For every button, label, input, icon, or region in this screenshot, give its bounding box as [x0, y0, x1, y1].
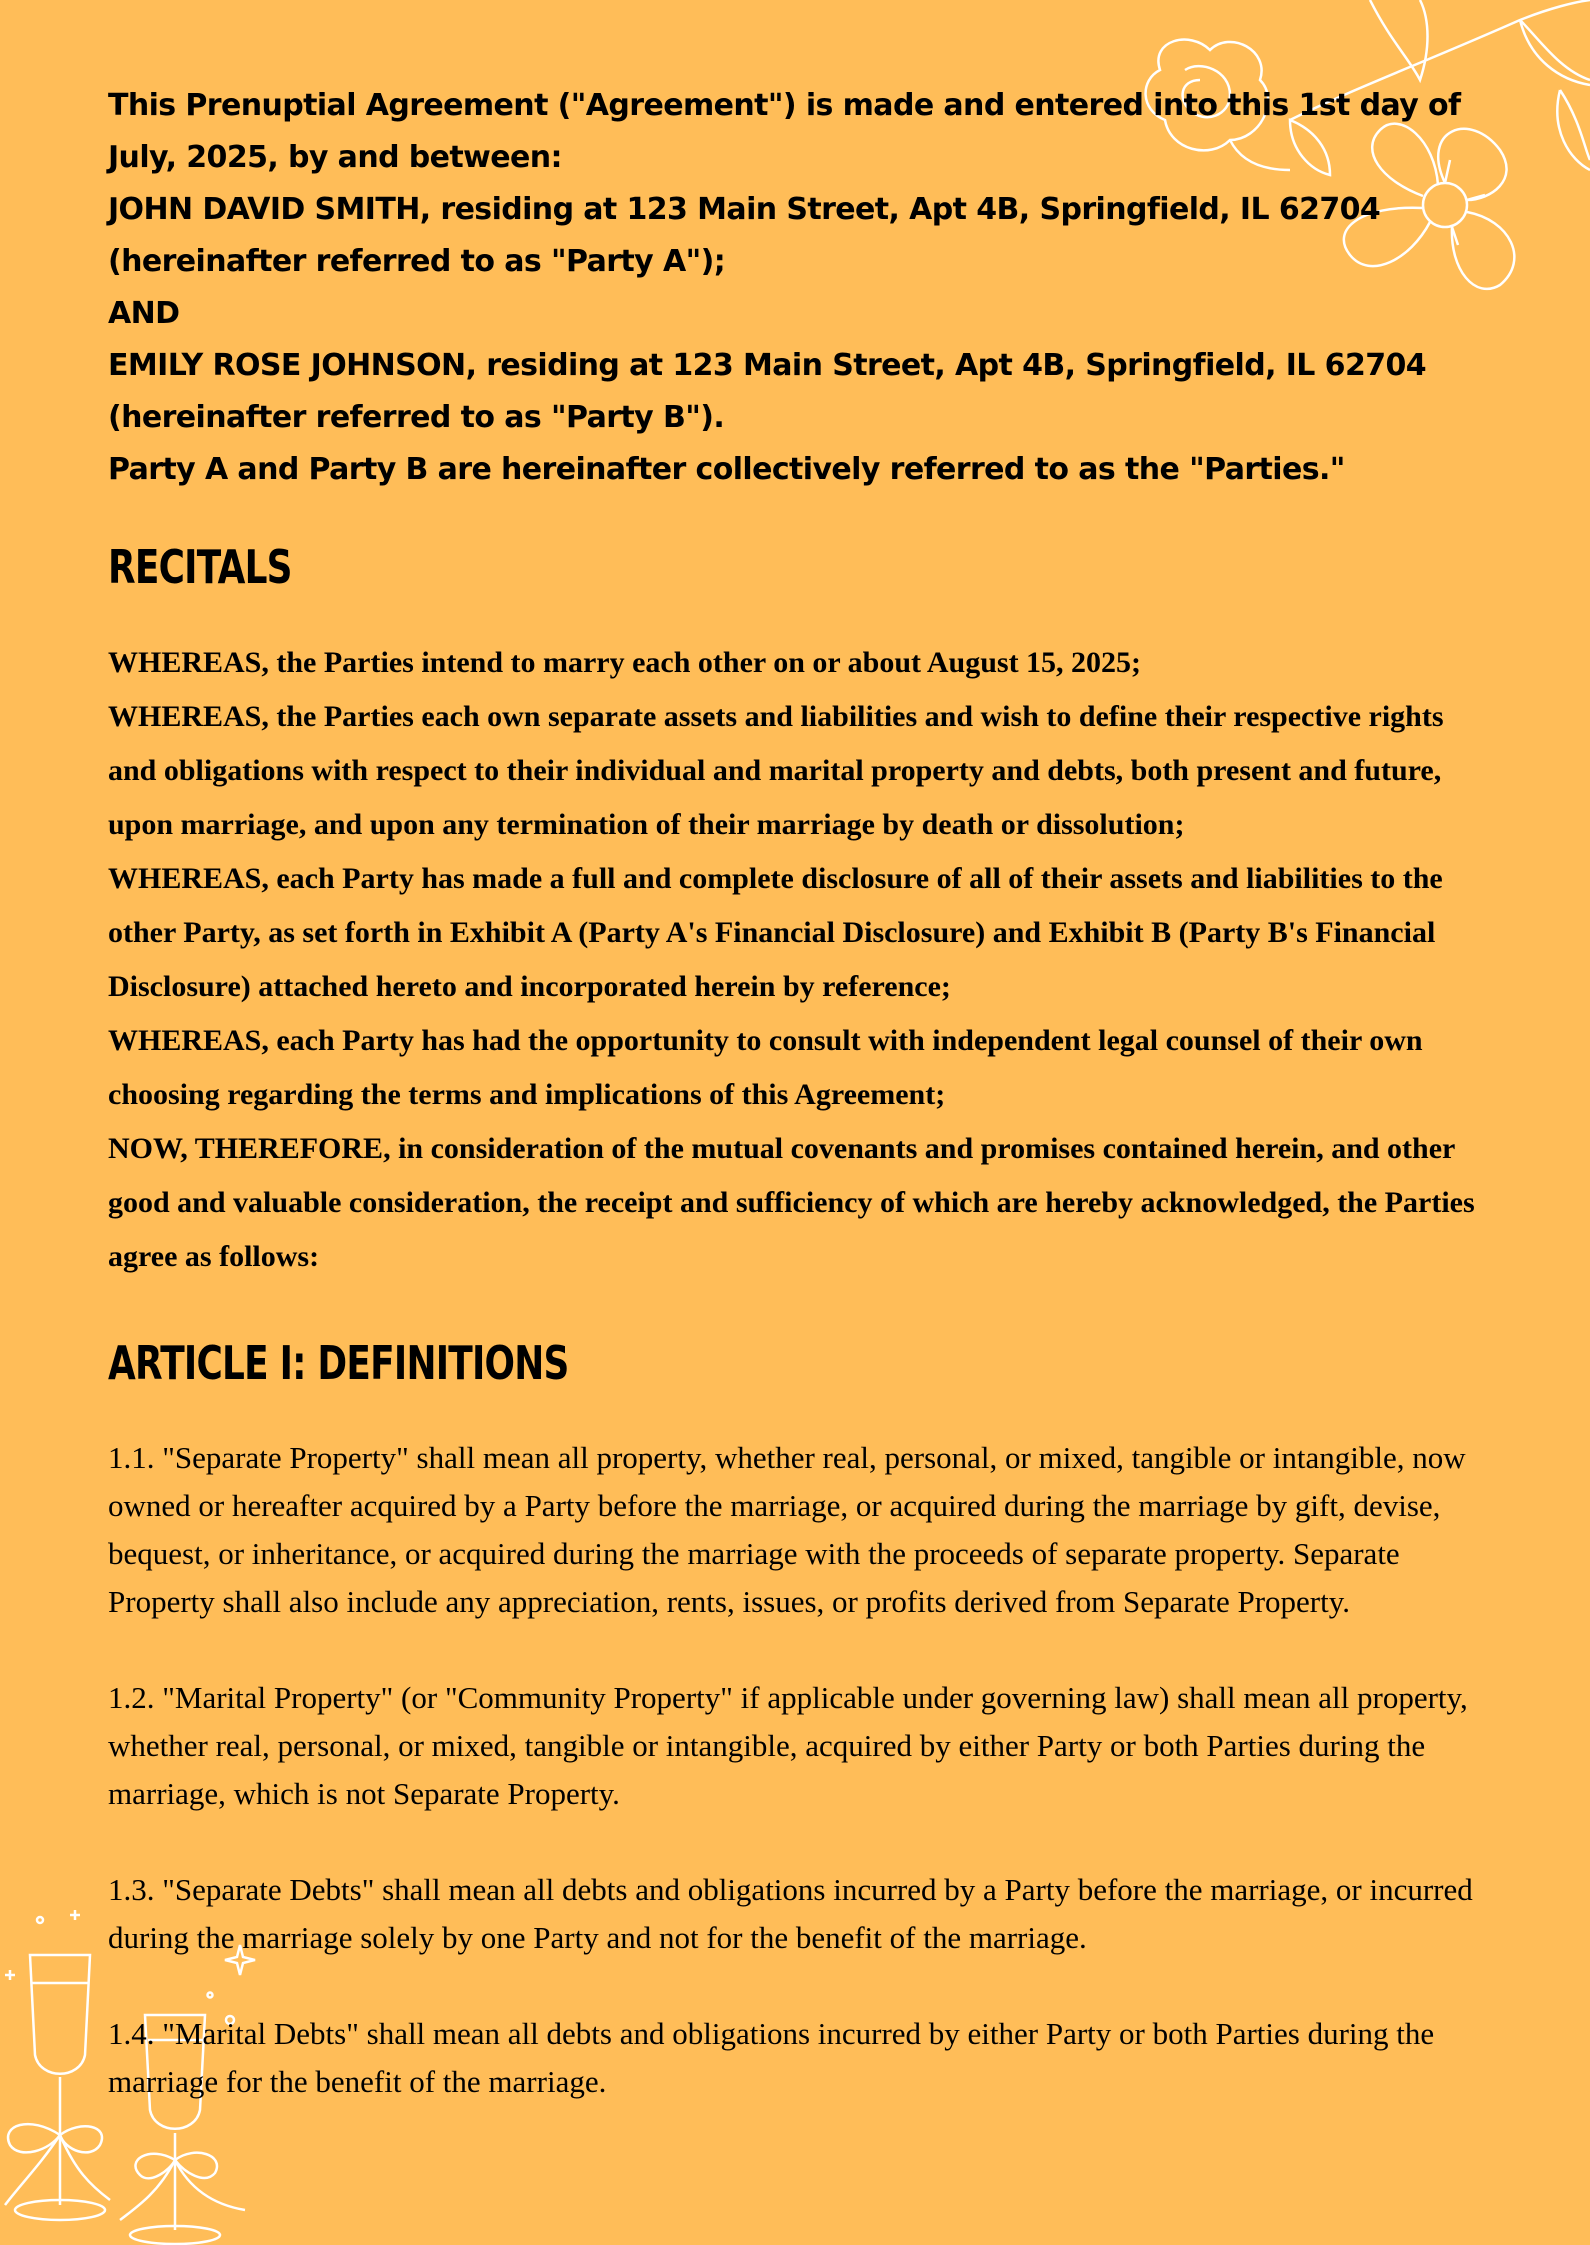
definitions-section	[108, 1434, 1488, 2106]
agreement-intro	[108, 80, 1488, 496]
definition-paragraph: 1.1. "Separate Property" shall mean all property, whether real, personal, or mixed, tangible or intangible, now owned or hereafter acquired by a Party before the marriage, or acquired during the marriage by gift, devise, bequest, or inheritance, or acquired during the marriage with the proceeds of separate property. Separate Property shall also include any appreciation, rents, issues, or profits derived from Separate Property.	[108, 1440, 1466, 1619]
intro-parties-definition: Party A and Party B are hereinafter collectively referred to as the "Parties."	[108, 452, 1345, 487]
intro-and: AND	[108, 296, 180, 331]
intro-party-a: JOHN DAVID SMITH, residing at 123 Main Street, Apt 4B, Springfield, IL 62704 (hereinafter referred to as "Party A");	[108, 192, 1381, 279]
recital-paragraph: WHEREAS, the Parties each own separate assets and liabilities and wish to define their respective rights and obligations with respect to their individual and marital property and debts, both present and future, upon marriage, and upon any termination of their marriage by death or dissolution;	[108, 700, 1444, 841]
intro-opening: This Prenuptial Agreement ("Agreement") is made and entered into this 1st day of July, 2025, by and between:	[108, 88, 1461, 175]
recital-paragraph: WHEREAS, each Party has made a full and complete disclosure of all of their assets and liabilities to the other Party, as set forth in Exhibit A (Party A's Financial Disclosure) and Exhibit B (Party B's Financial Disclosure) attached hereto and incorporated herein by reference;	[108, 862, 1443, 1003]
intro-party-b: EMILY ROSE JOHNSON, residing at 123 Main Street, Apt 4B, Springfield, IL 62704 (hereinafter referred to as "Party B").	[108, 348, 1427, 435]
definition-paragraph: 1.2. "Marital Property" (or "Community Property" if applicable under governing law) shall mean all property, whether real, personal, or mixed, tangible or intangible, acquired by either Party or both Parties during the marriage, which is not Separate Property.	[108, 1680, 1468, 1811]
recital-paragraph: NOW, THEREFORE, in consideration of the mutual covenants and promises contained herein, and other good and valuable consideration, the receipt and sufficiency of which are hereby acknowledged, the Parties agree as follows:	[108, 1132, 1475, 1273]
recital-paragraph: WHEREAS, each Party has had the opportunity to consult with independent legal counsel of their own choosing regarding the terms and implications of this Agreement;	[108, 1024, 1423, 1111]
definition-paragraph: 1.4. "Marital Debts" shall mean all debts and obligations incurred by either Party or both Parties during the marriage for the benefit of the marriage.	[108, 2016, 1435, 2099]
document-page	[108, 80, 1488, 2154]
recital-paragraph: WHEREAS, the Parties intend to marry each other on or about August 15, 2025;	[108, 646, 1142, 679]
definition-paragraph: 1.3. "Separate Debts" shall mean all debts and obligations incurred by a Party before the marriage, or incurred during the marriage solely by one Party and not for the benefit of the marriage.	[108, 1872, 1473, 1955]
article-1-heading: ARTICLE I: DEFINITIONS	[108, 1336, 569, 1390]
recitals-section	[108, 636, 1488, 1284]
recitals-heading: RECITALS	[108, 540, 292, 594]
